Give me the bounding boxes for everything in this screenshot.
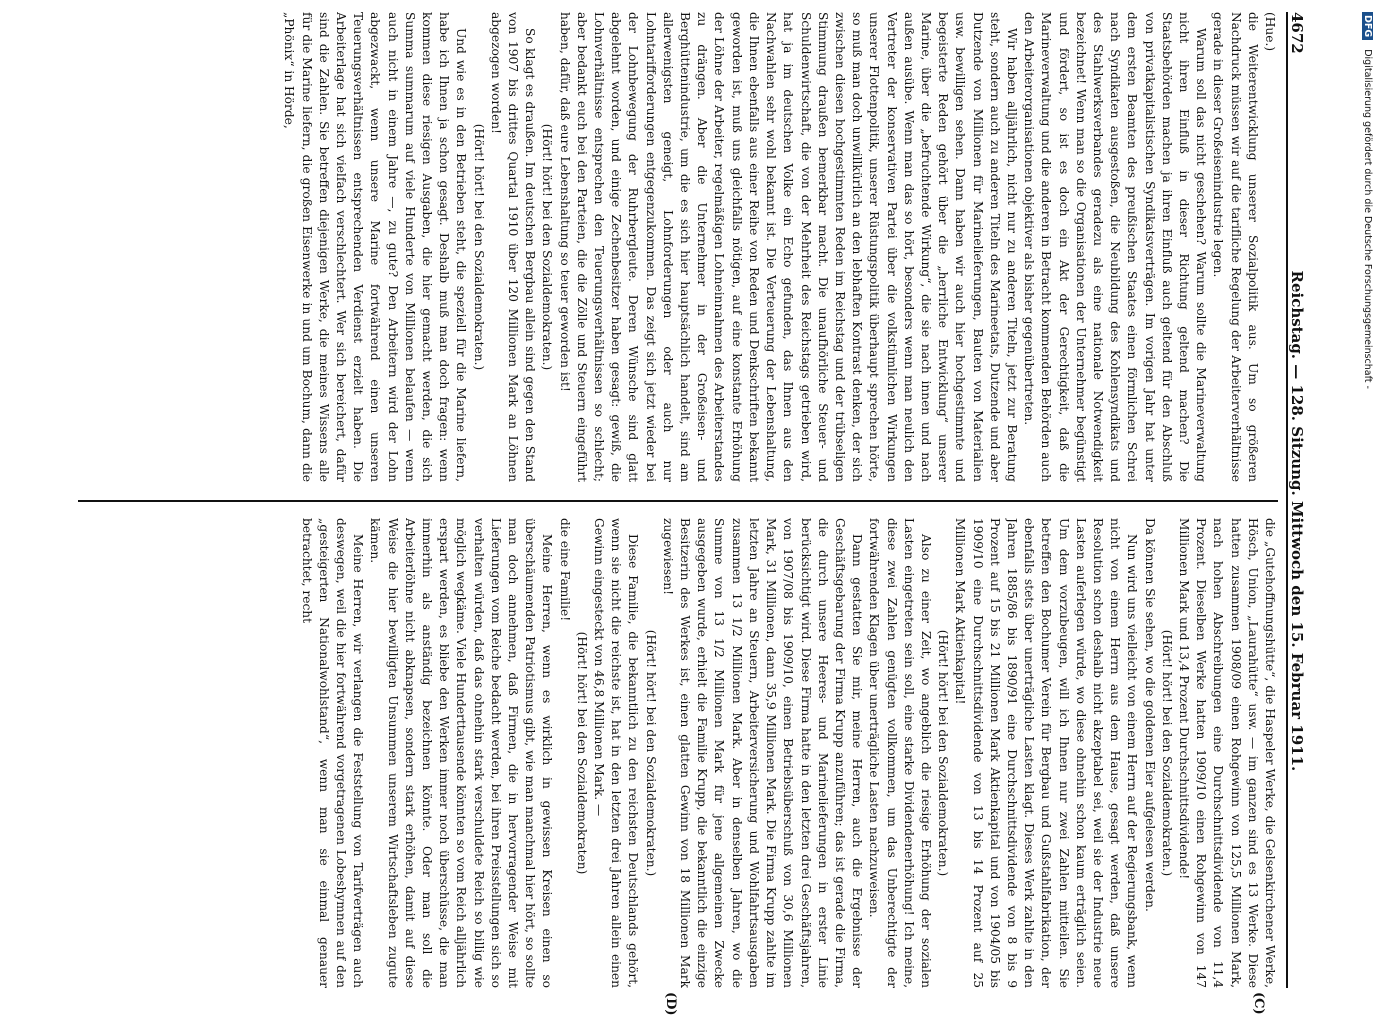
paragraph: die eine Familie! bbox=[555, 518, 572, 988]
page-number: 4672 bbox=[1288, 12, 1306, 54]
paragraph: Meine Herren, wenn es wirklich in gewissen Kreisen einen so überschäumenden Patriotismus gibt, wie man manchmal hier hört, so sollte man doch annehmen, daß Firmen, die in hervorragender Weise mit Lieferungen vom Reiche bedacht werden, bei ihren Preisstellungen sich so verhalten würden, daß das ohnehin stark verschuldete Reich so billig wie möglich wegkäme. Viele Hunderttausende könnten so vom Reich alljährlich erspart werden, es bliebe den Werken immer noch überschüsse, die man immerhin als anständig bezeichnen könnte. Oder man soll die Arbeiterlöhne nicht abknapsen, sondern stark erhöhen, damit auf diese Weise die hier bewilligten Unsummen unserem Wirtschaftsleben zugute kämen. bbox=[366, 518, 555, 988]
dfg-logo: DFG bbox=[1362, 12, 1373, 40]
right-text-column bbox=[78, 518, 1278, 988]
column-divider bbox=[78, 500, 1278, 502]
paragraph: Und wie es in den Betrieben steht, die speziell für die Marine liefern, habe ich Ihnen ja schon gesagt. Deshalb muß man doch fragen: wenn kommen diese riesigen Ausgaben, die hier gemacht werden, die sich Summa summarum auf viele Hunderte von Millionen belaufen — wenn auch nicht in einem Jahre —, zu gute? Den Arbeitern wird der Lohn abgezwackt, wenn unsere Marine fortwährend einen unseren Teuerungsverhältnissen entsprechenden Verdienst erzielt haben. Die Arbeiterlage hat sich vielfach verschlechtert. Wer sich bereichert, dafür sind die Zahlen. Sie betreffen diejenigen Werke, die meines Wissens alle für die Marine liefern, die großen Eisenwerke in und um Bochum, dann die „Phönix“ in Hörde, bbox=[280, 12, 469, 482]
paragraph: Warum soll das nicht geschehen? Warum sollte die Marineverwaltung nicht ihren Einfluß in dieser Richtung geltend machen? Die Staatsbehörden machen ja ihren Einfluß auch geltend für den Abschluß von privatkapitalistischen Syndikatsverträgen. Im vorigen Jahr hat unter dem ersten Beamten des preußischen Staates einen förmlichen Schrei nach Syndikaten ausgestoßen, die Neubildung des Kohlensyndikats und des Stahlwerksverbandes geradezu als eine nationale Notwendigkeit bezeichnet! Wenn man so die Organisationen der Unternehmer begünstigt und fördert, so ist es doch ein Akt der Gerechtigkeit, daß die Marineverwaltung und die anderen in Betracht kommenden Behörden auch den Arbeiterorganisationen objektiver als bisher gegenübertreten. bbox=[1020, 12, 1209, 482]
paragraph: (Hue.) bbox=[1261, 12, 1278, 482]
paragraph: Meine Herren, wir verlangen die Feststellung von Tarifverträgen auch deswegen, weil die hier fortwährend vorgetragenen Lobeshymnen auf den „gesteigerten Nationalwohlstand“, wenn man sie einmal genauer betrachtet, recht bbox=[297, 518, 366, 988]
interjection: (Hört! hört! bei den Sozialdemokraten.) bbox=[538, 12, 555, 482]
interjection: (Hört! hört! bei den Sozialdemokraten) bbox=[573, 518, 590, 988]
paragraph: So klagt es draußen. Im deutschen Bergbau allein sind gegen den Stand von 1907 bis drittes Quartal 1910 über 120 Millionen Mark an Löhnen abgezogen worden! bbox=[487, 12, 539, 482]
interjection: (Hört! hört! bei den Sozialdemokraten.) bbox=[934, 518, 951, 988]
paragraph: Nun wird uns vielleicht von einem Herrn auf der Regierungsbank, wenn nicht von einem Herrn aus dem Hause, gesagt werden, daß unsere Resolution schon deshalb nicht akzeptabel sei, weil sie der Industrie neue Lasten auferlegen würde, wo diese ohnehin schon kaum erträglich seien. Um dem vorzubeugen, will ich Ihnen nur zwei Zahlen mitteilen. Sie betreffen den Bochumer Verein für Bergbau und Gußstahlfabrikation, der ebenfalls stets über unerträgliche Lasten klagt. Dieses Werk zahlte in den Jahren 1885/86 bis 1890/91 eine Durchschnittsdividende von 8 bis 9 Prozent auf 15 bis 21 Millionen Mark Aktienkapital und von 1904/05 bis 1909/10 eine Durchschnittsdividende von 13 bis 14 Prozent auf 25 Millionen Mark Aktienkapital! bbox=[951, 518, 1140, 988]
paragraph: die Weiterentwicklung unserer Sozialpolitik aus. Um so größeren Nachdruck müssen wir auf die tarifliche Regelung der Arbeiterverhältnisse gerade in dieser Großeisenindustrie legen. bbox=[1209, 12, 1261, 482]
page-title: Reichstag. — 128. Sitzung. Mittwoch den 15. Februar 1911. bbox=[1288, 54, 1306, 988]
margin-marker-b bbox=[663, 0, 678, 1]
interjection: (Hört! hört! bei den Sozialdemokraten.) bbox=[641, 518, 658, 988]
credit-text: Digitalisierung gefördert durch die Deutsche Forschungsgemeinschaft - bbox=[1362, 49, 1373, 389]
paragraph: die „Gutehoffnungshütte“, die Haspeler Werke, die Gelsenkirchener Werke, Hösch, Union, „Laurahütte“ usw. — im ganzen sind es 13 Werke. Diese hatten zusammen 1908/09 einen Rohgewinn von 125,5 Millionen Mark, nach hohen Abschreibungen eine Durchschnittsdividende von 11,4 Prozent. Dieselben Werke hatten 1909/10 einen Rohgewinn von 147 Millionen Mark und 13,4 Prozent Durchschnittsdividende! bbox=[1175, 518, 1278, 988]
margin-marker-c: (C) bbox=[1251, 992, 1266, 1015]
paragraph: Diese Familie, die bekanntlich zu den reichsten Deutschlands gehört, wenn sie nicht die reichste ist, hat in den letzten drei Jahren allein einen Gewinn eingesteckt von 46,8 Millionen Mark. — bbox=[590, 518, 642, 988]
left-text-column bbox=[78, 12, 1278, 482]
paragraph: Also zu einer Zeit, wo angeblich die riesige Erhöhung der sozialen Lasten eingetreten sein soll, eine starke Dividendenerhöhung! Ich meine, diese zwei Zahlen genügten vollkommen, um das Unberechtigte der fortwährenden Klagen über unerträgliche Lasten nachzuweisen. bbox=[865, 518, 934, 988]
paragraph: Dann gestatten Sie mir, meine Herren, auch die Ergebnisse der Geschäftsgebarung der Firma Krupp anzuführen; das ist gerade die Firma, die durch unsere Heeres- und Marinelieferungen in erster Linie berücksichtigt wird. Diese Firma hatte in den letzten drei Geschäftsjahren, von 1907/08 bis 1909/10, einen Betriebsüberschuß von 30,6 Millionen Mark, 31 Millionen, dann 35,9 Millionen Mark. Die Firma Krupp zahlte im letzten Jahre an Steuern, Arbeiterversicherung und Wohlfahrtsausgaben zusammen 13 1/2 Millionen Mark. Aber in denselben Jahren, wo die Summe von 13 1/2 Millionen Mark für jene allgemeinen Zwecke ausgegeben wurde, erhielt die Familie Krupp, die bekanntlich die einzige Besitzerin des Werkes ist, einen glatten Gewinn von 18 Millionen Mark zugewiesen! bbox=[659, 518, 865, 988]
paragraph: Da können Sie sehen, wo die goldenen Eier aufgelesen werden. bbox=[1140, 518, 1157, 988]
interjection: (Hört! hört! bei den Sozialdemokraten.) bbox=[469, 12, 486, 482]
margin-marker-d: (D) bbox=[663, 992, 678, 1016]
rotated-document-page bbox=[58, 12, 1318, 988]
page-header bbox=[1286, 12, 1318, 988]
paragraph: Wir haben alljährlich, nicht nur zu anderen Titeln, jetzt zur Beratung steht, sondern auch zu anderen Titeln des Marineetats, Dutzende und aber Dutzende von Millionen für Marinelieferungen, Bauten von Materialien usw. bewilligen sehen. Dann haben wir auch hier hochgestimmte und begeisterte Reden gehört über die „herrliche Entwicklung“ unserer Marine, über die „befruchtende Wirkung“, die sie nach innen und nach außen ausübe. Wenn man das so hört, besonders wenn man neulich den Vertreter der konservativen Partei über die volkstümlichen Wirkungen unserer Flottenpolitik, unserer Rüstungspolitik überhaupt sprechen hörte, so muß man doch unwillkürlich an den lebhaften Kontrast denken, der sich zwischen diesen hochgestimmten Reden im Reichstag und der trübseligen Stimmung draußen bemerkbar macht. Die unaufhörliche Steuer- und Schuldenwirtschaft, die von der Mehrheit des Reichstags getrieben wird, hat ja im deutschen Volke ein Echo gefunden, das Ihnen aus den Nachwahlen sehr wohl bekannt ist. Die Verteuerung der Lebenshaltung, die Ihnen ebenfalls aus einer Reihe von Reden und Denkschriften bekannt geworden ist, muß uns gleichfalls nötigen, auf eine konstante Erhöhung der Löhne der Arbeiter, regelmäßigen Lohneinnahmen des Arbeiterstandes zu drängen. Aber die Unternehmer in der Großeisen- und Berghüttenindustrie, um die es sich hier hauptsächlich handelt, sind am allerwenigsten geneigt, Lohnforderungen oder auch nur Lohntarifforderungen entgegenzukommen. Das zeigt sich jetzt wieder bei der Lohnbewegung der Ruhrbergleute. Deren Wünsche sind glatt abgelehnt worden, und einige Zechenbesitzer haben gesagt: gewiß, die Lohnverhältnisse entsprechen den Teuerungsverhältnissen so schlecht; aber bedankt euch bei den Parteien, die die Zölle und Steuern eingeführt haben, dafür, daß eure Lebenshaltung so teuer geworden ist! bbox=[555, 12, 1019, 482]
interjection: (Hört! hört! bei den Sozialdemokraten.) bbox=[1158, 518, 1175, 988]
digitization-credit bbox=[1361, 12, 1375, 1002]
